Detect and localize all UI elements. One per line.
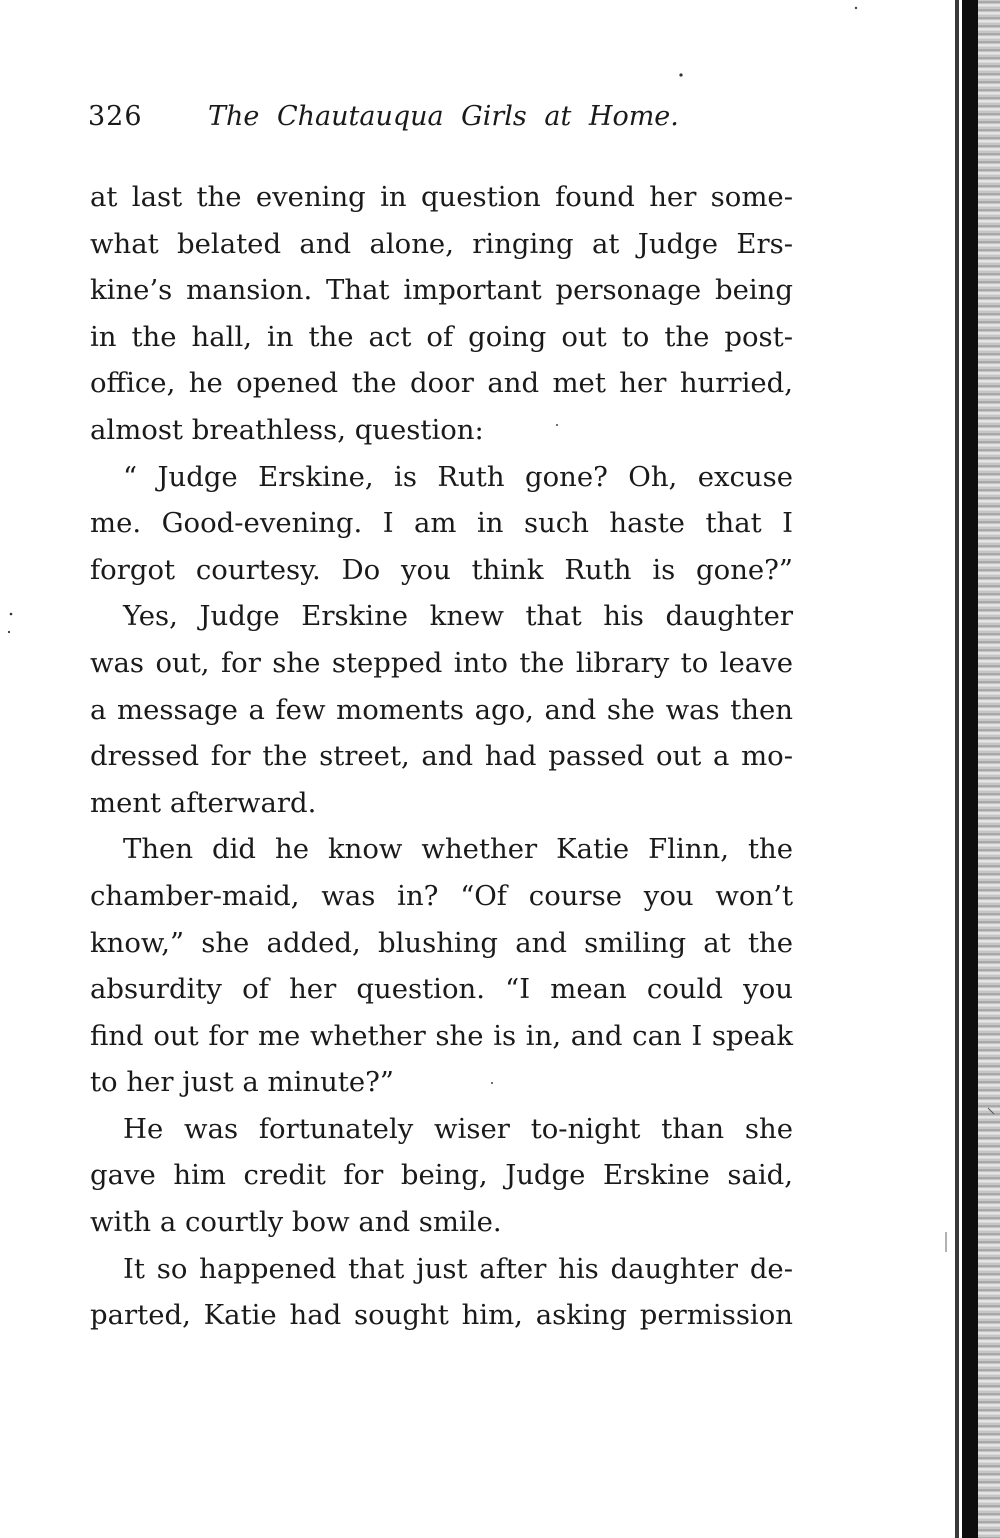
- text-line: a message a few moments ago, and she was then: [90, 693, 793, 726]
- paragraph-start-line: “ Judge Erskine, is Ruth gone? Oh, excuse: [123, 460, 793, 493]
- page-number: 326: [88, 101, 143, 132]
- scan-speck: [855, 7, 857, 9]
- scan-speck: [491, 1082, 493, 1084]
- text-line: gave him credit for being, Judge Erskine said,: [90, 1159, 793, 1192]
- text-line: forgot courtesy. Do you think Ruth is gone?”: [90, 553, 793, 586]
- text-line: absurdity of her question. “I mean could you: [90, 973, 793, 1006]
- scan-mark: [988, 1108, 994, 1114]
- text-line: ment afterward.: [90, 786, 317, 819]
- text-line: in the hall, in the act of going out to the post-: [90, 320, 793, 353]
- scan-speck: [556, 424, 558, 426]
- text-line: to her just a minute?”: [90, 1066, 394, 1099]
- text-line: almost breathless, question:: [90, 413, 484, 446]
- text-line: kine’s mansion. That important personage being: [90, 274, 793, 307]
- scan-speck: [10, 613, 13, 616]
- text-line: what belated and alone, ringing at Judge Ers-: [90, 227, 793, 260]
- text-line: me. Good-evening. I am in such haste that I: [90, 507, 793, 540]
- text-line: was out, for she stepped into the library to leave: [90, 646, 793, 679]
- scan-speck: [8, 631, 10, 633]
- text-line: find out for me whether she is in, and can I speak: [90, 1019, 793, 1052]
- paragraph-start-line: He was fortunately wiser to-night than she: [123, 1112, 793, 1145]
- text-line: dressed for the street, and had passed out a mo-: [90, 740, 793, 773]
- text-line: office, he opened the door and met her hurried,: [90, 367, 793, 400]
- text-line: chamber-maid, was in? “Of course you won’t: [90, 879, 793, 912]
- text-line: at last the evening in question found her some-: [90, 181, 793, 213]
- paragraph-start-line: It so happened that just after his daughter de-: [123, 1252, 793, 1285]
- scan-speck: [679, 73, 682, 76]
- text-line: know,” she added, blushing and smiling at the: [90, 926, 793, 959]
- paragraph-start-line: Then did he know whether Katie Flinn, the: [123, 833, 793, 866]
- paragraph-start-line: Yes, Judge Erskine knew that his daughter: [123, 600, 793, 633]
- running-title: The Chautauqua Girls at Home.: [208, 101, 679, 132]
- text-line: parted, Katie had sought him, asking permission: [90, 1299, 793, 1332]
- text-line: with a courtly bow and smile.: [90, 1206, 502, 1239]
